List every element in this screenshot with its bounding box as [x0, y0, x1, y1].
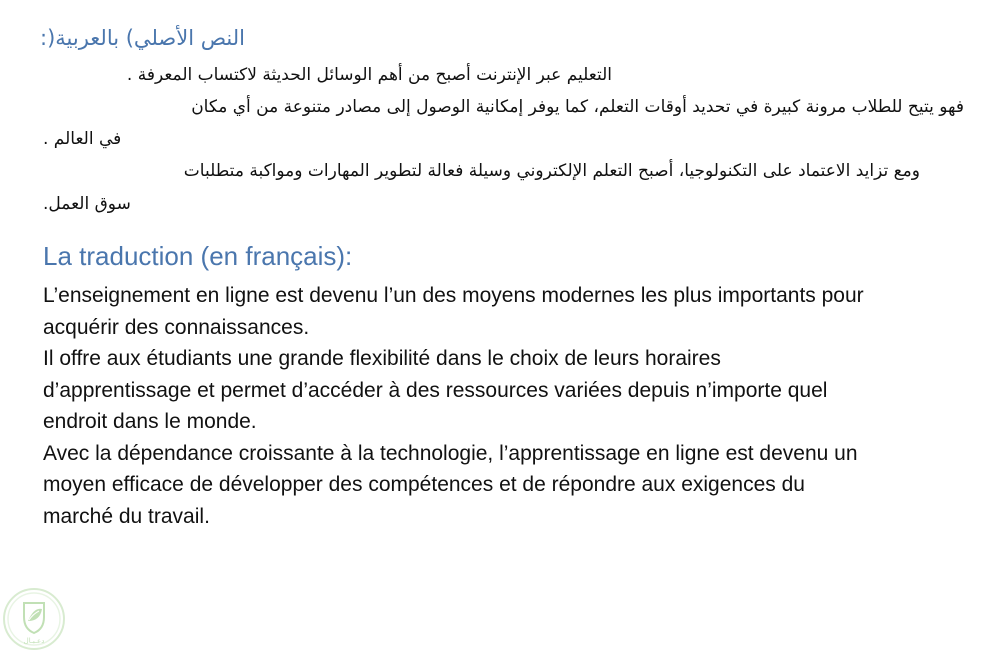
french-line: marché du travail. — [43, 504, 210, 528]
arabic-line: سوق العمل. — [43, 194, 131, 214]
french-line: moyen efficace de développer des compétences et de répondre aux exigences du — [43, 473, 805, 496]
french-section-heading: La traduction (en français): — [43, 241, 353, 271]
french-line: Il offre aux étudiants une grande flexibilité dans le choix de leurs horaires — [43, 347, 721, 370]
french-line: d’apprentissage et permet d’accéder à des ressources variées depuis n’importe quel — [43, 378, 828, 402]
french-translation-body — [43, 280, 973, 532]
french-line: L’enseignement en ligne est devenu l’un des moyens modernes les plus importants pour — [43, 284, 864, 307]
watermark-text: دعـبـال — [23, 637, 45, 645]
french-line: acquérir des connaissances. — [43, 315, 310, 339]
arabic-line: التعليم عبر الإنترنت أصبح من أهم الوسائل الحديثة لاكتساب المعرفة . — [126, 65, 612, 85]
leaf-shield-logo-icon — [2, 587, 66, 651]
french-line: Avec la dépendance croissante à la technologie, l’apprentissage en ligne est devenu un — [43, 441, 858, 465]
arabic-line: ومع تزايد الاعتماد على التكنولوجيا، أصبح التعلم الإلكتروني وسيلة فعالة لتطوير المهارات ومواكبة متطلبات — [183, 161, 920, 181]
arabic-section-heading: النص الأصلي) بالعربية(: — [40, 26, 246, 50]
french-line: endroit dans le monde. — [43, 410, 257, 433]
arabic-line: فهو يتيح للطلاب مرونة كبيرة في تحديد أوقات التعلم، كما يوفر إمكانية الوصول إلى مصادر متنوعة من أي مكان — [191, 97, 964, 117]
arabic-line: في العالم . — [43, 129, 122, 149]
